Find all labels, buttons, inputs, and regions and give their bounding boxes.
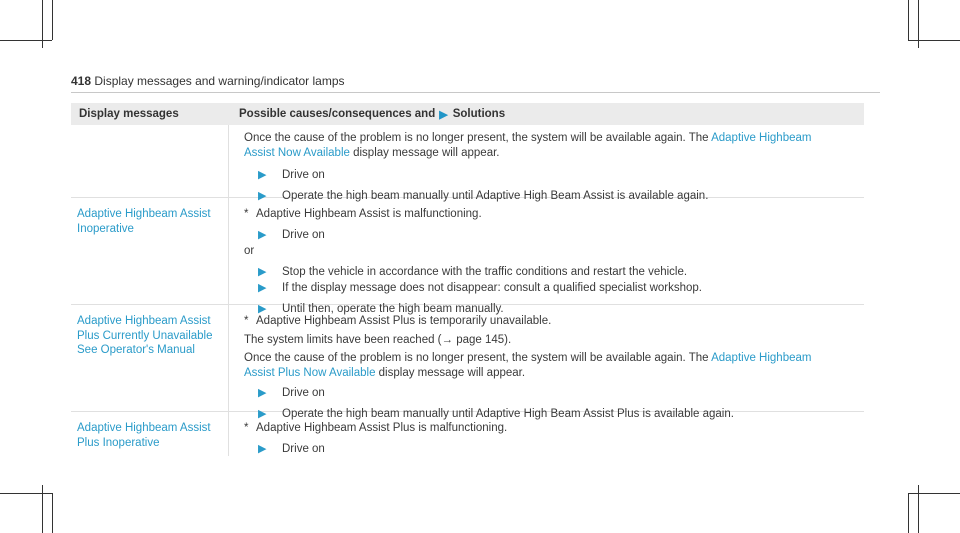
step-arrow-icon: ▶	[258, 228, 267, 241]
crop-mark	[0, 40, 52, 41]
step-arrow-icon: ▶	[258, 387, 267, 399]
paragraph: Once the cause of the problem is no longer present, the system will be available again. The Adaptive Highbeam Assist Now Available display message will appear.	[244, 132, 812, 159]
display-message-cell: Adaptive Highbeam Assist Inoperative	[71, 198, 229, 304]
display-message-link: Assist Plus Now Available	[244, 366, 376, 379]
step-arrow-icon: ▶	[258, 407, 267, 420]
paragraph: The system limits have been reached (→ page 145).	[244, 333, 512, 346]
cause-text: * Adaptive Highbeam Assist is malfunctioning.	[244, 208, 482, 220]
list-item: ▶ Operate the high beam manually until Adaptive High Beam Assist is available again.	[258, 189, 709, 202]
step-arrow-icon: ▶	[258, 442, 267, 455]
or-text: or	[244, 245, 255, 257]
col-header-solutions-text: Solutions	[452, 108, 506, 120]
list-item: ▶ Stop the vehicle in accordance with the traffic conditions and restart the vehicle.	[258, 265, 688, 278]
step-arrow-icon: ▶	[258, 265, 267, 278]
cause-text: * Adaptive Highbeam Assist Plus is malfunctioning.	[244, 422, 508, 434]
asterisk-icon: *	[244, 315, 249, 327]
table-row	[71, 198, 864, 315]
step-arrow-icon: ▶	[439, 108, 448, 121]
cause-text: * Adaptive Highbeam Assist Plus is temporarily unavailable.	[244, 315, 552, 327]
list-item: ▶ Drive on	[258, 442, 325, 455]
solution-cell	[229, 412, 864, 456]
display-message-link: Adaptive Highbeam	[711, 132, 812, 144]
list-item: ▶ Drive on	[258, 228, 325, 241]
step-arrow-icon: ▶	[258, 302, 267, 315]
list-item: ▶ Until then, operate the high beam manually.	[258, 302, 504, 315]
solution-cell	[229, 305, 864, 420]
crop-mark	[908, 40, 960, 41]
crop-mark	[908, 0, 909, 40]
crop-mark	[0, 493, 52, 494]
list-item: ▶ Operate the high beam manually until Adaptive High Beam Assist Plus is available again.	[258, 407, 734, 420]
page-header-title: Display messages and warning/indicator lamps	[94, 74, 345, 88]
table-header	[71, 103, 864, 125]
asterisk-icon: *	[244, 208, 249, 220]
table-row	[71, 125, 864, 202]
step-arrow-icon: ▶	[258, 189, 267, 202]
crop-mark	[908, 493, 960, 494]
crop-mark	[52, 0, 53, 40]
display-message-cell: Adaptive Highbeam Assist Plus Currently Unavailable See Operator's Manual	[71, 305, 229, 411]
messages-table	[71, 103, 864, 456]
display-message-link: Adaptive Highbeam	[711, 352, 812, 364]
crop-mark	[52, 493, 53, 533]
col-header-display-messages: Display messages	[79, 108, 179, 120]
col-header-causes-text: Possible causes/consequences and	[239, 108, 436, 120]
list-item: ▶ Drive on	[258, 387, 325, 399]
table-row	[71, 305, 864, 420]
list-item: ▶ If the display message does not disappear: consult a qualified specialist workshop.	[258, 282, 702, 294]
asterisk-icon: *	[244, 422, 249, 434]
list-item: ▶ Drive on	[258, 169, 325, 181]
display-message-link: Assist Now Available	[244, 146, 350, 159]
paragraph: Once the cause of the problem is no longer present, the system will be available again. The Adaptive Highbeam Assist Plus Now Available display message will appear.	[244, 352, 812, 379]
step-arrow-icon: ▶	[258, 169, 267, 181]
col-header-causes	[229, 108, 864, 121]
solution-cell	[229, 125, 864, 202]
display-message-cell: Adaptive Highbeam Assist Plus Inoperative	[71, 412, 229, 456]
page-number: 418	[71, 74, 92, 88]
solution-cell	[229, 198, 864, 315]
page-header	[71, 74, 345, 88]
step-arrow-icon: ▶	[258, 282, 267, 294]
table-row	[71, 412, 864, 456]
header-rule	[71, 92, 880, 93]
crop-mark	[908, 493, 909, 533]
display-message-cell	[71, 125, 229, 197]
